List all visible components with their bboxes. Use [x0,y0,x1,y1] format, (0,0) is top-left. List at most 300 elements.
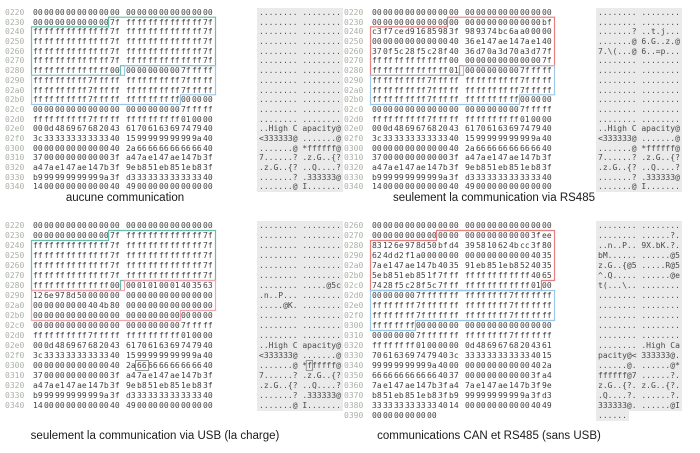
hex-byte: 9e [126,163,136,172]
hex-byte: b8 [509,261,519,270]
hex-byte: ff [498,331,508,340]
hex-byte: 7a [372,261,382,270]
ascii-text: ........ ........ [598,311,680,320]
row-address: 0380 [344,401,364,410]
hex-byte: 3f [203,371,213,380]
ascii-text: 333333@. ......@I [598,401,680,410]
hex-byte: ff [66,251,76,260]
hex-rows [344,7,682,192]
hex-byte: 66 [372,371,382,380]
hex-byte: 00 [137,182,147,192]
hex-byte: ff [77,75,87,85]
hex-byte: 33 [509,172,519,182]
hex-row [5,37,343,47]
hex-byte: 00 [509,182,519,192]
hex-byte: ff [465,291,475,300]
hex-byte: 3f [203,381,213,390]
hex-byte: 00 [148,8,158,17]
row-address: 02f0 [344,311,364,320]
hex-byte: 33 [77,133,87,143]
hex-byte: 00 [55,371,65,380]
hex-byte: 99 [159,133,169,143]
hex-byte: 00 [394,104,404,114]
row-address: 02e0 [344,301,364,310]
hex-byte: 36 [465,37,475,47]
hex-byte: 01 [416,341,426,350]
hex-byte: 33 [159,391,169,400]
ascii-text: .......@ I....... [259,182,341,192]
hex-byte: 33 [88,351,98,360]
hex-byte: 40 [531,351,541,360]
ascii-text: .......@ I....... [598,182,680,192]
hex-byte: ff [126,37,136,47]
hex-byte: 2a [465,143,475,153]
hex-byte: ff [520,331,530,340]
hex-byte: 7f [110,261,120,270]
hex-byte: ff [416,56,426,66]
ascii-text: ........ ........ [259,56,341,66]
hex-byte: 33 [170,391,180,400]
caption-can-rs485: communications CAN et RS485 (sans USB) [377,430,601,442]
hex-byte: ff [427,66,437,76]
hex-byte: ff [487,114,497,124]
hex-byte: ae [170,153,180,163]
hex-byte: ff [99,261,109,270]
hex-byte: 7f [110,56,120,66]
hex-byte: 00 [476,8,486,17]
hex-byte: ff [148,261,158,270]
hex-byte: 00 [509,104,519,114]
hex-byte: 74 [416,351,426,360]
hex-byte: ff [88,281,98,290]
hex-byte: 85 [170,381,180,390]
hex-byte: ff [77,56,87,66]
hex-byte: 00 [531,321,541,330]
hex-byte: 7f [203,46,213,56]
row-address: 0310 [5,371,25,380]
hex-byte: ff [88,46,98,56]
hex-byte: ff [99,281,109,290]
hex-byte: 99 [405,361,415,370]
hex-byte: ff [181,46,191,56]
hex-byte: 14 [416,381,426,390]
hex-byte: 43 [531,341,541,350]
hex-byte: ff [203,85,213,95]
row-address: 0310 [344,153,364,163]
hex-byte: 00 [531,27,541,37]
hex-byte: 00 [66,311,76,320]
hex-byte: ff [476,301,486,310]
hex-byte: ff [110,114,120,124]
hex-byte: ff [394,75,404,85]
hex-byte: 00 [394,182,404,192]
hex-byte: 3c [372,133,382,143]
hex-byte: 80 [542,241,552,250]
hex-byte: ff [33,46,43,56]
row-address: 02c0 [344,281,364,290]
hex-byte: ff [66,37,76,47]
hex-byte: 00 [203,301,213,310]
hex-byte: a4 [33,163,43,172]
hex-byte: 00 [55,17,65,27]
hex-byte: 01 [148,281,158,290]
hex-byte: 4b [509,241,519,250]
hex-byte: 00 [181,301,191,310]
hex-byte: 00 [66,231,76,240]
hex-row [344,27,682,37]
row-address: 02e0 [5,124,25,134]
hex-byte: 69 [170,124,180,134]
hex-byte: ff [148,95,158,105]
hex-byte: 00 [542,221,552,230]
hex-byte: 20 [99,124,109,134]
hex-byte: ae [405,261,415,270]
hex-byte: 14 [509,381,519,390]
hex-byte: 00 [110,291,120,300]
hex-byte: ff [33,95,43,105]
hex-byte: 00 [44,301,54,310]
hex-byte: 00 [520,251,530,260]
hex-byte: 00 [110,321,120,330]
hex-byte: ff [449,85,459,95]
hex-byte: ff [192,46,202,56]
hex-row [344,351,682,361]
hex-byte: 33 [394,401,404,410]
hex-byte: 00 [148,66,158,76]
hex-byte: ff [44,27,54,37]
hex-byte: 00 [192,114,202,124]
hex-byte: f5 [416,46,426,56]
hex-byte: 48 [476,341,486,350]
hex-byte: ff [465,85,475,95]
hex-byte: 00 [416,231,426,240]
hex-byte: ff [476,75,486,85]
hex-byte: 00 [476,361,486,370]
ascii-text: .....@K. ........ [259,301,341,310]
hex-byte: 40 [203,133,213,143]
hex-row [5,182,343,192]
hex-byte: ff [55,331,65,340]
hex-byte: ff [148,37,158,47]
hex-byte: 67 [416,124,426,134]
hex-byte: 00 [126,8,136,17]
hex-byte: 00 [44,321,54,330]
hex-byte: ff [33,66,43,76]
hex-byte: ff [66,27,76,37]
hex-rows [5,7,343,192]
hex-byte: d2 [394,251,404,260]
hex-byte: 70 [372,351,382,360]
hex-row [5,27,343,37]
hex-byte: 00 [542,321,552,330]
row-address: 0340 [5,401,25,410]
hex-byte: f7 [383,27,393,37]
hex-byte: 00 [520,231,530,240]
row-address: 0280 [344,66,364,76]
hex-byte: ff [55,66,65,76]
hex-panel-usb-only [5,220,343,412]
hex-byte: 00 [159,311,169,320]
hex-byte: 68 [427,124,437,134]
hex-byte: e1 [148,153,158,163]
ascii-text: ........ ........ [259,104,341,114]
hex-byte: ff [137,331,147,340]
hex-byte: 99 [405,172,415,182]
hex-byte: 00 [88,8,98,17]
hex-byte: e1 [148,371,158,380]
hex-byte: ae [498,381,508,390]
hex-byte: 00 [498,251,508,260]
hex-byte: 61 [148,341,158,350]
hex-byte: 3f [531,241,541,250]
hex-byte: 00 [383,143,393,153]
hex-byte: 00 [110,8,120,17]
hex-byte: 00 [498,17,508,27]
row-address: 02a0 [5,85,25,95]
hex-byte: 00 [203,291,213,300]
hex-byte: 00 [416,221,426,230]
ascii-text: ........ ........ [259,17,341,27]
hex-byte: ff [476,311,486,320]
hex-byte: ae [170,371,180,380]
hex-byte: 00 [372,143,382,153]
hex-byte: 00 [465,401,475,410]
hex-byte: ff [372,341,382,350]
hex-byte: ff [55,37,65,47]
hex-byte: 00 [427,182,437,192]
hex-byte: 00 [465,371,475,380]
hex-byte: b8 [427,391,437,400]
hex-byte: eb [159,163,169,172]
hex-byte: 00 [77,301,87,310]
row-address: 0270 [5,271,25,280]
hex-byte: 99 [416,172,426,182]
hex-row [344,311,682,321]
hex-byte: b9 [33,172,43,182]
hex-byte: ff [88,271,98,280]
hex-byte: eb [476,261,486,270]
hex-byte: 00 [438,104,448,114]
row-address: 0280 [5,281,25,290]
hex-byte: 00 [487,182,497,192]
hex-byte: eb [405,271,415,280]
hex-byte: 00 [509,401,519,410]
ascii-text: ........ ........ [259,95,341,105]
hex-byte: 49 [465,182,475,192]
hex-byte: ff [99,114,109,124]
hex-byte: ff [192,17,202,27]
hex-byte: 00 [498,66,508,76]
hex-byte: ff [33,114,43,124]
hex-byte: ff [99,85,109,95]
ascii-text: ........ ........ [259,75,341,85]
hex-byte: 00 [170,8,180,17]
hex-byte: ff [137,85,147,95]
hex-byte: 00 [372,411,382,420]
hex-byte: ff [170,27,180,37]
hex-byte: ff [181,56,191,66]
hex-byte: 7f [88,95,98,105]
hex-byte: 33 [55,351,65,360]
hex-byte: 99 [487,133,497,143]
hex-byte: ff [33,56,43,66]
hex-byte: ff [137,56,147,66]
hex-byte: 00 [44,401,54,410]
hex-byte: 70 [509,46,519,56]
hex-byte: 7f [203,231,213,240]
hex-byte: 66 [148,143,158,153]
hex-byte: 99 [383,361,393,370]
hex-byte: ff [542,291,552,300]
hex-byte: 00 [126,291,136,300]
hex-byte: ff [449,301,459,310]
hex-byte: 9a [99,391,109,400]
hex-byte: 40 [542,172,552,182]
hex-byte: 00 [498,8,508,17]
hex-byte: 14 [427,163,437,172]
hex-byte: ff [449,331,459,340]
hex-byte: 7b [99,381,109,390]
hex-byte: ff [66,66,76,76]
hex-byte: a4 [33,381,43,390]
hex-byte: 7f [509,311,519,320]
hex-byte: ff [405,56,415,66]
row-address: 02b0 [344,271,364,280]
ascii-text: ........ ........ [598,66,680,76]
hex-byte: 00 [449,104,459,114]
hex-byte: ff [531,85,541,95]
hex-byte: 33 [405,401,415,410]
hex-byte: ff [520,311,530,320]
hex-byte: 67 [77,124,87,134]
hex-byte: b9 [449,391,459,400]
hex-byte: 00 [55,182,65,192]
hex-byte: 9a [192,133,202,143]
hex-byte: 14 [88,381,98,390]
hex-byte: 00 [99,104,109,114]
row-address: 0300 [5,361,25,370]
hex-byte: 00 [181,291,191,300]
hex-byte: ff [405,341,415,350]
hex-row [5,76,343,86]
hex-row [5,56,343,66]
hex-byte: ff [159,114,169,124]
hex-byte: 61 [487,124,497,134]
ascii-text: ........ ........ [598,17,680,27]
hex-byte: 00 [66,8,76,17]
hex-byte: 35 [542,261,552,270]
row-address: 02c0 [5,104,25,114]
hex-byte: 40 [110,182,120,192]
hex-byte: 00 [33,321,43,330]
hex-byte: 3c [33,351,43,360]
ascii-text: .......? .333333@ [259,172,341,182]
hex-byte: 47 [394,261,404,270]
hex-byte: 01 [449,66,459,76]
hex-byte: 00 [159,321,169,330]
hex-byte: ff [449,271,459,280]
hex-byte: 40 [110,351,120,360]
hex-byte: ff [137,271,147,280]
hex-byte: 99 [394,361,404,370]
hex-byte: 37 [449,371,459,380]
hex-byte: 5e [372,271,382,280]
hex-byte: 74 [181,124,191,134]
hex-byte: 33 [394,133,404,143]
hex-byte: ff [427,301,437,310]
hex-byte: ff [394,321,404,330]
hex-byte: ff [126,261,136,270]
hex-byte: 00 [405,291,415,300]
hex-byte: 7f [520,66,530,76]
ascii-text: 7......? .z.G..{? [259,153,341,163]
hex-byte: 49 [126,182,136,192]
hex-byte: 00 [126,66,136,76]
hex-byte: ff [192,85,202,95]
hex-byte: 00 [203,95,213,105]
hex-byte: ff [449,281,459,290]
hex-byte: 00 [88,104,98,114]
hex-byte: ff [33,331,43,340]
hex-byte: 99 [476,133,486,143]
hex-byte: 58 [476,241,486,250]
hex-byte: 33 [438,133,448,143]
hex-byte: 65 [542,271,552,280]
hex-row [344,291,682,301]
hex-byte: 68 [88,341,98,350]
hex-byte: 0d [44,341,54,350]
hex-byte: ff [170,331,180,340]
hex-byte: 99 [383,172,393,182]
hex-byte: 99 [170,351,180,360]
hex-byte: 99 [170,133,180,143]
hex-row [5,66,343,76]
hex-byte: ff [33,241,43,250]
row-address: 02d0 [344,114,364,124]
hex-byte: 00 [137,104,147,114]
hex-byte: 00 [55,143,65,153]
hex-byte: ff [181,37,191,47]
hex-byte: 85 [405,391,415,400]
hex-byte: 40 [449,182,459,192]
hex-byte: ff [438,331,448,340]
hex-byte: ff [55,261,65,270]
hex-byte: ff [192,104,202,114]
hex-byte: 00 [416,411,426,420]
hex-byte: 00 [99,311,109,320]
hex-byte: ff [170,231,180,240]
ascii-text: ........ ........ [259,271,341,280]
hex-byte: 00 [509,8,519,17]
hex-byte: 00 [170,291,180,300]
hex-byte: ff [498,85,508,95]
hex-byte: 7f [542,46,552,56]
hex-byte: ff [148,75,158,85]
hex-byte: 00 [181,95,191,105]
hex-byte: 00 [372,231,382,240]
hex-byte: 00 [55,231,65,240]
row-address: 0340 [344,361,364,370]
row-address: 0280 [5,66,25,76]
hex-byte: 00 [99,401,109,410]
hex-byte: 33 [416,401,426,410]
hex-byte: 40 [203,391,213,400]
hex-byte: 00 [383,37,393,47]
hex-byte: ff [509,75,519,85]
hex-byte: ff [498,301,508,310]
hex-byte: 3f [531,371,541,380]
hex-byte: bc [498,27,508,37]
